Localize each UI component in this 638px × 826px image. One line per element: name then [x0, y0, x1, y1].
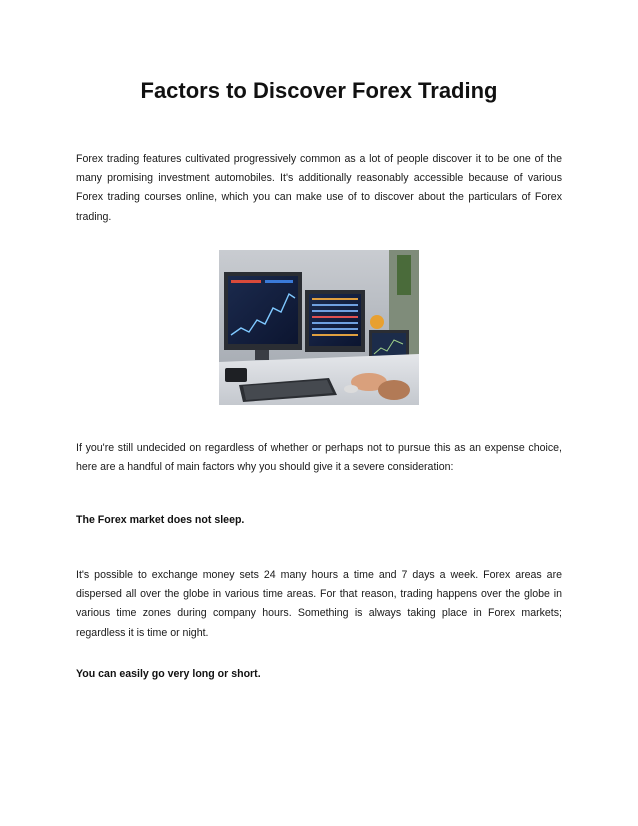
section-heading-2: You can easily go very long or short.: [76, 668, 261, 680]
trading-desk-illustration: [219, 250, 419, 405]
page-title: Factors to Discover Forex Trading: [140, 78, 498, 103]
trading-desk-photo: [219, 250, 419, 405]
section-heading-1: The Forex market does not sleep.: [76, 514, 245, 526]
section-body-1: It's possible to exchange money sets 24 many hours a time and 7 days a week. Forex areas are dispersed all over the globe in various time areas. For that reason, trading happens over the globe in various time zones during company hours. Something is always taking place in Forex markets; regardless it is time or night.: [76, 569, 562, 639]
lead-paragraph: If you're still undecided on regardless of whether or perhaps not to pursue this as an expense choice, here are a handful of main factors why you should give it a severe consideration:: [76, 442, 562, 474]
intro-paragraph: Forex trading features cultivated progressively common as a lot of people discover it to be one of the many promising investment automobiles. It's additionally reasonably accessible because of various Forex trading courses online, which you can make use of to discover about the particulars of Forex trading.: [76, 153, 562, 223]
